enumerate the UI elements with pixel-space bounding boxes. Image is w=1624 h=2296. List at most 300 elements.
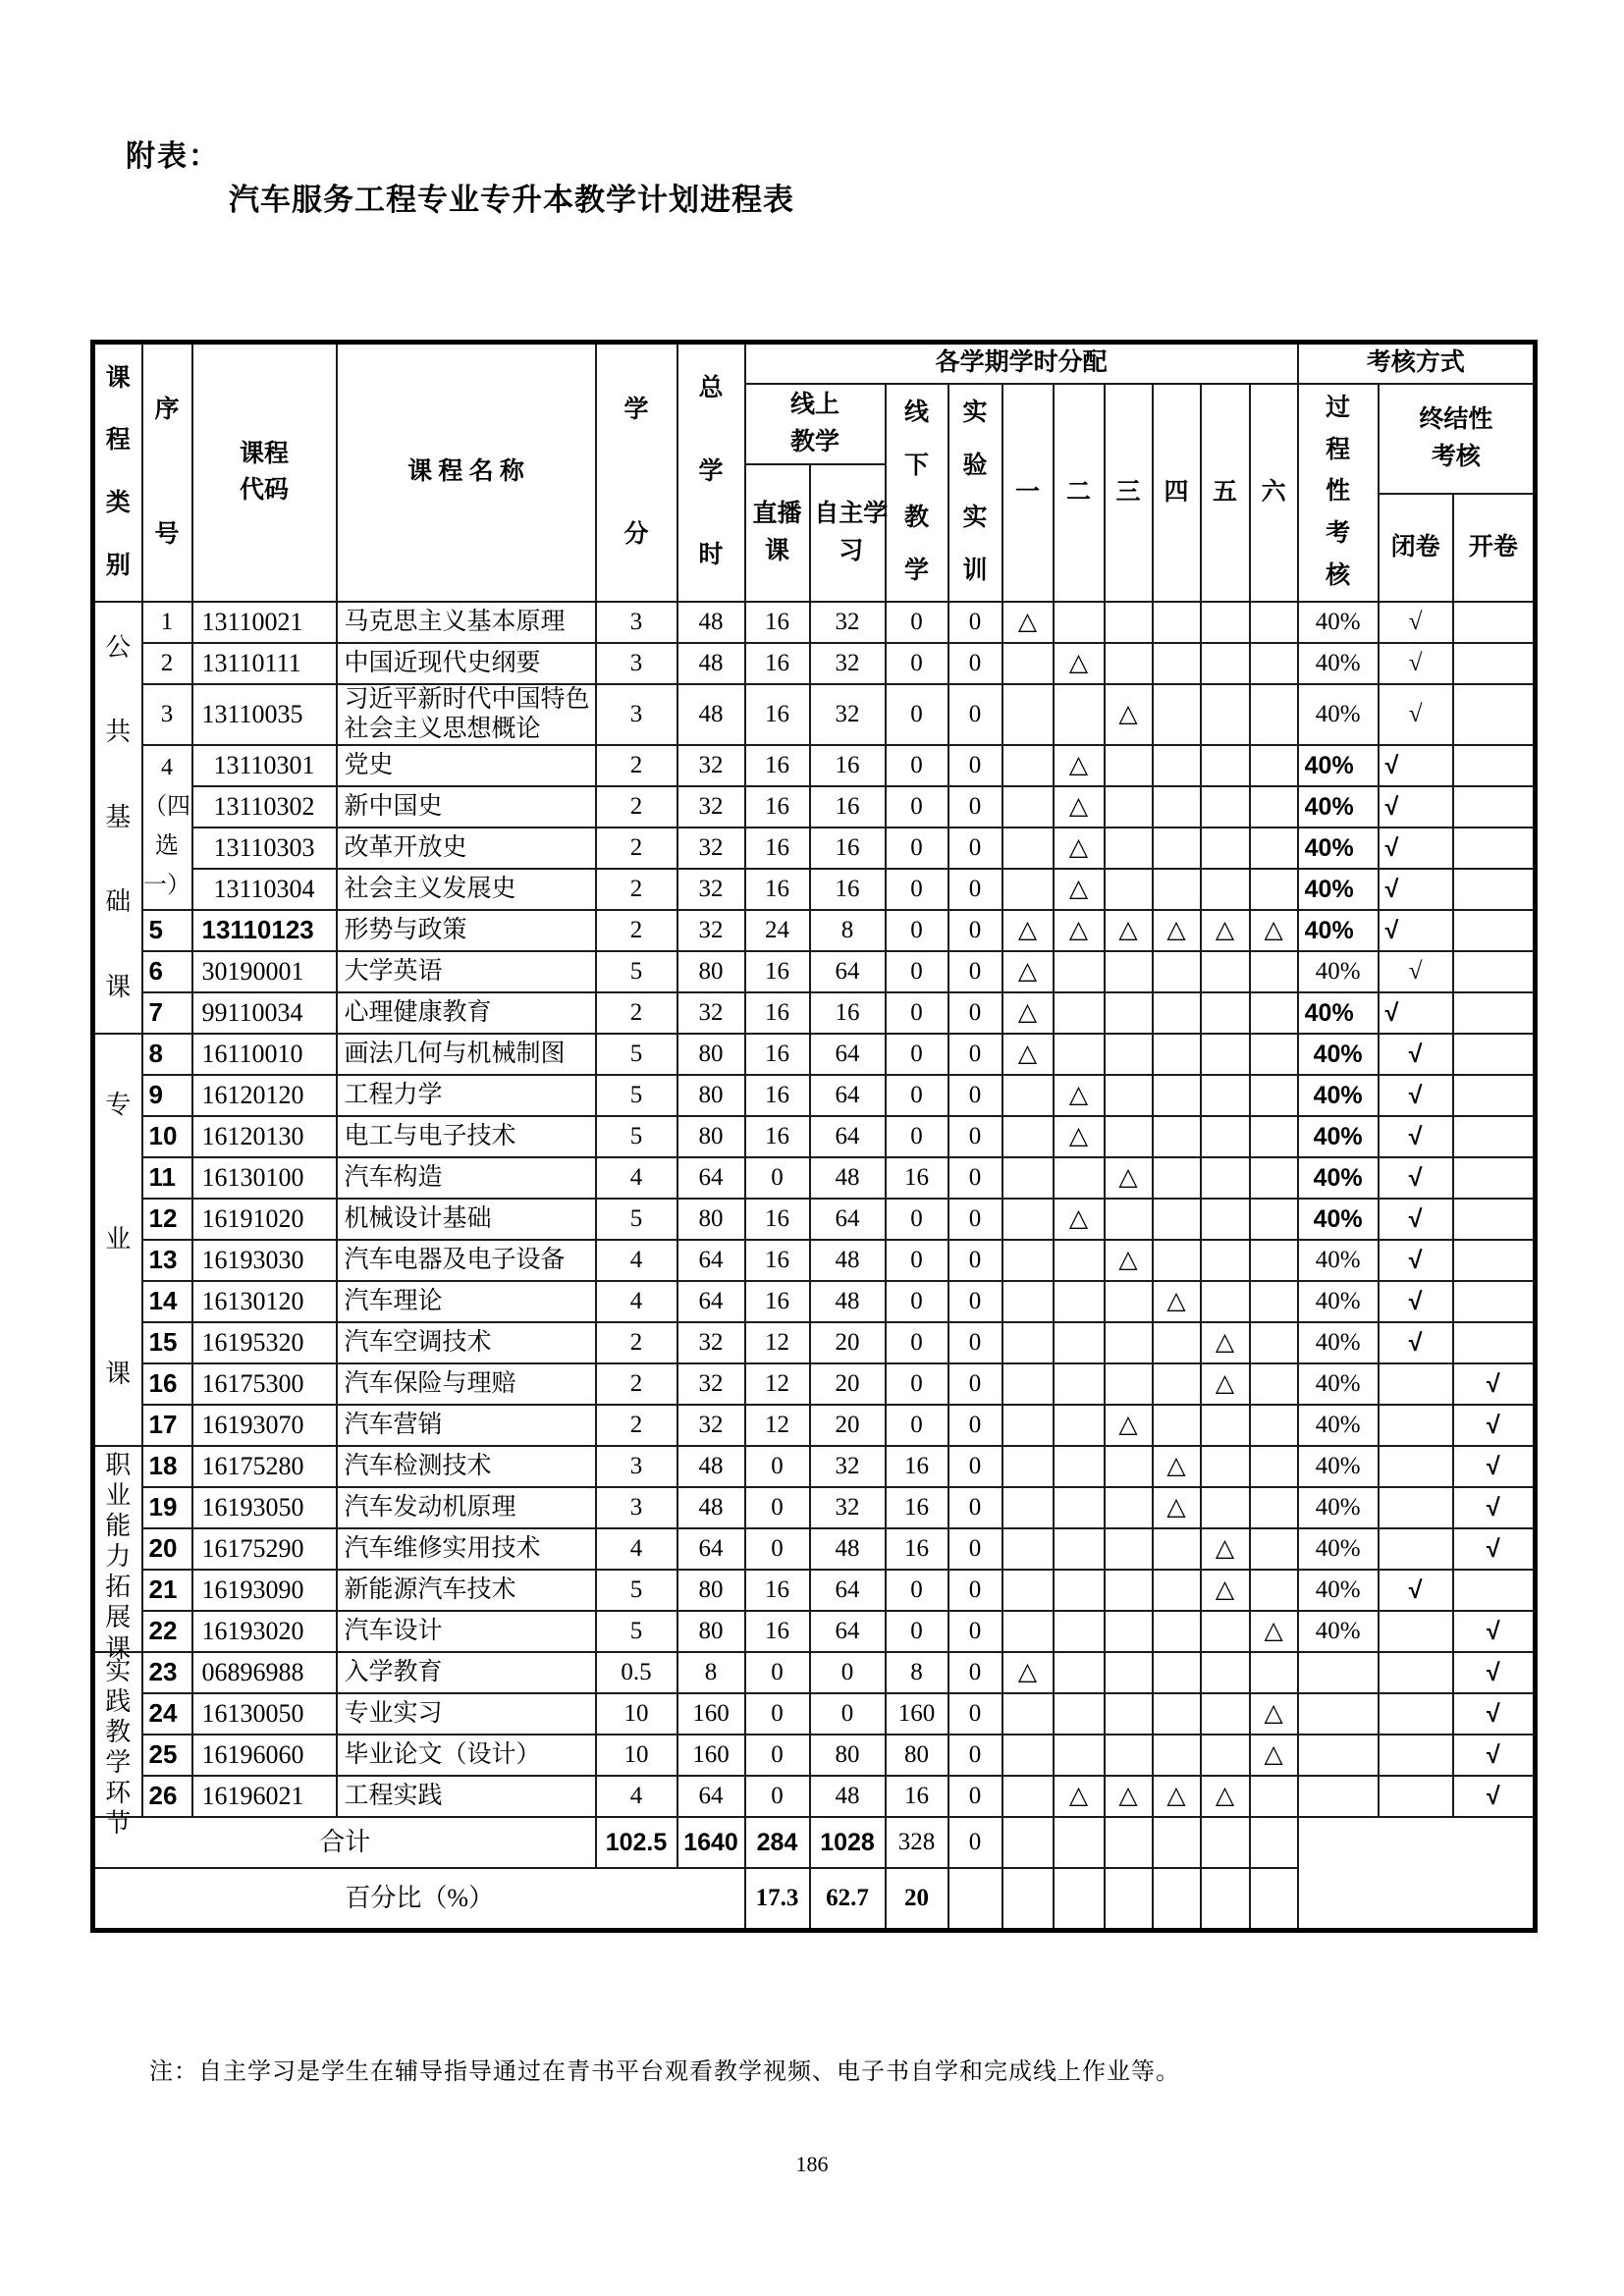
credits-cell: 10 [596,1735,677,1776]
experiment-hours-cell: 0 [948,1652,1002,1693]
semester-2-mark-cell [1054,602,1105,643]
semester-2-mark-cell: △ [1054,1116,1105,1157]
offline-hours-cell: 160 [886,1693,948,1735]
semester-2-mark-cell [1054,951,1105,992]
semester-1-mark-cell [1002,1693,1054,1735]
credits-cell: 2 [596,869,677,910]
header-online-teaching: 线上教学 [745,384,886,464]
offline-hours-cell: 16 [886,1528,948,1570]
category-cell: 公 共 基 础 课 [93,602,142,1034]
open-book-cell: √ [1453,1363,1536,1405]
course-code-cell: 16175290 [192,1528,337,1570]
course-name-cell: 习近平新时代中国特色社会主义思想概论 [337,684,596,745]
course-name-cell: 入学教育 [337,1652,596,1693]
semester-2-mark-cell: △ [1054,869,1105,910]
semester-5-mark-cell [1201,1611,1250,1652]
open-book-cell: √ [1453,1652,1536,1693]
table-row [93,1034,1536,1075]
semester-4-mark-cell [1153,684,1201,745]
semester-1-mark-cell [1002,786,1054,828]
process-assessment-cell: 40% [1298,1528,1379,1570]
semester-4-mark-cell [1153,1240,1201,1281]
total-hours-cell: 64 [677,1281,745,1322]
course-name-cell: 汽车构造 [337,1157,596,1199]
process-assessment-cell: 40% [1298,1199,1379,1240]
course-name-cell: 新中国史 [337,786,596,828]
semester-2-mark-cell [1054,1240,1105,1281]
closed-book-cell [1379,1405,1453,1446]
experiment-hours-cell: 0 [948,684,1002,745]
self-study-hours-cell: 64 [810,1611,886,1652]
seq-cell: 1 [142,602,192,643]
semester-2-mark-cell [1054,1157,1105,1199]
summary-experiment-cell: 0 [948,1817,1002,1868]
semester-4-mark-cell [1153,992,1201,1034]
closed-book-cell: √ [1379,1281,1453,1322]
category-cell: 专 业 课 [93,1034,142,1446]
open-book-cell [1453,786,1536,828]
semester-5-mark-cell [1201,828,1250,869]
open-book-cell [1453,910,1536,951]
semester-5-mark-cell [1201,1157,1250,1199]
semester-2-mark-cell [1054,1281,1105,1322]
experiment-hours-cell: 0 [948,1281,1002,1322]
semester-3-mark-cell [1105,1281,1153,1322]
total-hours-cell: 32 [677,828,745,869]
semester-2-mark-cell [1054,1528,1105,1570]
semester-4-mark-cell: △ [1153,1776,1201,1817]
semester-2-mark-cell: △ [1054,1776,1105,1817]
offline-hours-cell: 0 [886,992,948,1034]
course-code-cell: 13110303 [192,828,337,869]
total-hours-cell: 48 [677,684,745,745]
course-name-cell: 汽车电器及电子设备 [337,1240,596,1281]
semester-2-mark-cell [1054,992,1105,1034]
credits-cell: 4 [596,1776,677,1817]
total-hours-cell: 32 [677,869,745,910]
live-class-hours-cell: 16 [745,602,810,643]
closed-book-cell: √ [1379,1199,1453,1240]
live-class-hours-cell: 0 [745,1446,810,1487]
total-hours-cell: 32 [677,1363,745,1405]
semester-2-mark-cell [1054,1034,1105,1075]
process-assessment-cell [1298,1735,1379,1776]
closed-book-cell: √ [1379,643,1453,684]
total-hours-cell: 48 [677,643,745,684]
live-class-hours-cell: 16 [745,1034,810,1075]
closed-book-cell: √ [1379,1116,1453,1157]
offline-hours-cell: 0 [886,1322,948,1363]
offline-hours-cell: 8 [886,1652,948,1693]
open-book-cell [1453,1075,1536,1116]
closed-book-cell [1379,1487,1453,1528]
semester-4-mark-cell [1153,1611,1201,1652]
offline-hours-cell: 0 [886,1240,948,1281]
open-book-cell [1453,643,1536,684]
self-study-hours-cell: 20 [810,1405,886,1446]
experiment-hours-cell: 0 [948,643,1002,684]
semester-5-mark-cell: △ [1201,1776,1250,1817]
semester-1-mark-cell [1002,643,1054,684]
semester-4-mark-cell [1153,1652,1201,1693]
header-offline-teaching: 线 下 教 学 [886,384,948,602]
credits-cell: 2 [596,745,677,786]
semester-6-mark-cell [1250,1116,1298,1157]
seq-cell: 21 [142,1570,192,1611]
semester-6-mark-cell: △ [1250,1611,1298,1652]
process-assessment-cell: 40% [1298,1611,1379,1652]
open-book-cell [1453,684,1536,745]
semester-1-mark-cell: △ [1002,1034,1054,1075]
process-assessment-cell [1298,1652,1379,1693]
category-cell: 职 业 能 力 拓 展 课 [93,1446,142,1652]
credits-cell: 2 [596,786,677,828]
table-row [93,828,1536,869]
self-study-hours-cell: 16 [810,828,886,869]
credits-cell: 2 [596,992,677,1034]
closed-book-cell: √ [1379,786,1453,828]
open-book-cell: √ [1453,1611,1536,1652]
live-class-hours-cell: 0 [745,1652,810,1693]
course-code-cell: 13110123 [192,910,337,951]
course-name-cell: 汽车发动机原理 [337,1487,596,1528]
header-semester-4: 四 [1153,384,1201,602]
experiment-hours-cell: 0 [948,602,1002,643]
process-assessment-cell: 40% [1298,992,1379,1034]
live-class-hours-cell: 16 [745,951,810,992]
live-class-hours-cell: 16 [745,992,810,1034]
offline-hours-cell: 0 [886,1611,948,1652]
credits-cell: 5 [596,1570,677,1611]
credits-cell: 3 [596,1487,677,1528]
live-class-hours-cell: 16 [745,1570,810,1611]
course-code-cell: 06896988 [192,1652,337,1693]
course-code-cell: 16193050 [192,1487,337,1528]
semester-3-mark-cell [1105,1570,1153,1611]
self-study-hours-cell: 16 [810,745,886,786]
offline-hours-cell: 0 [886,1405,948,1446]
offline-hours-cell: 16 [886,1776,948,1817]
live-class-hours-cell: 16 [745,1199,810,1240]
semester-3-mark-cell [1105,1199,1153,1240]
experiment-hours-cell: 0 [948,869,1002,910]
experiment-hours-cell: 0 [948,1735,1002,1776]
self-study-hours-cell: 64 [810,1075,886,1116]
semester-3-mark-cell [1105,1034,1153,1075]
semester-4-mark-cell: △ [1153,1487,1201,1528]
seq-cell: 14 [142,1281,192,1322]
semester-5-mark-cell [1201,1240,1250,1281]
semester-3-mark-cell [1105,1652,1153,1693]
open-book-cell: √ [1453,1776,1536,1817]
open-book-cell [1453,1116,1536,1157]
table-row [93,1075,1536,1116]
course-code-cell: 16120130 [192,1116,337,1157]
semester-6-mark-cell [1250,992,1298,1034]
seq-cell: 16 [142,1363,192,1405]
experiment-hours-cell: 0 [948,910,1002,951]
semester-2-mark-cell: △ [1054,828,1105,869]
header-process-assessment: 过 程 性 考 核 [1298,384,1379,602]
semester-4-mark-cell [1153,1034,1201,1075]
header-course-code: 课程代码 [192,343,337,602]
page-title: 汽车服务工程专业专升本教学计划进程表 [229,183,794,217]
semester-3-mark-cell [1105,1116,1153,1157]
semester-5-mark-cell [1201,1693,1250,1735]
experiment-hours-cell: 0 [948,1240,1002,1281]
header-semester-2: 二 [1054,384,1105,602]
semester-2-mark-cell: △ [1054,786,1105,828]
experiment-hours-cell: 0 [948,1199,1002,1240]
closed-book-cell: √ [1379,951,1453,992]
semester-5-mark-cell [1201,1446,1250,1487]
credits-cell: 5 [596,1116,677,1157]
credits-cell: 3 [596,643,677,684]
semester-2-mark-cell [1054,1611,1105,1652]
total-hours-cell: 160 [677,1735,745,1776]
course-name-cell: 新能源汽车技术 [337,1570,596,1611]
course-code-cell: 16175300 [192,1363,337,1405]
closed-book-cell [1379,1611,1453,1652]
experiment-hours-cell: 0 [948,1446,1002,1487]
credits-cell: 4 [596,1240,677,1281]
experiment-hours-cell: 0 [948,1075,1002,1116]
live-class-hours-cell: 12 [745,1405,810,1446]
open-book-cell: √ [1453,1735,1536,1776]
semester-6-mark-cell [1250,1446,1298,1487]
semester-3-mark-cell [1105,1528,1153,1570]
total-hours-cell: 160 [677,1693,745,1735]
seq-cell: 7 [142,992,192,1034]
total-hours-cell: 80 [677,1199,745,1240]
table-row [93,869,1536,910]
semester-1-mark-cell [1002,1116,1054,1157]
table-row [93,1322,1536,1363]
course-code-cell: 16196021 [192,1776,337,1817]
semester-5-mark-cell [1201,1116,1250,1157]
closed-book-cell: √ [1379,684,1453,745]
total-hours-cell: 80 [677,1116,745,1157]
semester-3-mark-cell [1105,786,1153,828]
self-study-hours-cell: 48 [810,1776,886,1817]
semester-1-mark-cell [1002,1363,1054,1405]
summary-semester-3-cell [1105,1817,1153,1868]
semester-4-mark-cell [1153,828,1201,869]
semester-4-mark-cell [1153,1322,1201,1363]
table-row [93,745,1536,786]
summary-semester-6-cell [1250,1817,1298,1868]
process-assessment-cell: 40% [1298,786,1379,828]
live-class-hours-cell: 16 [745,1281,810,1322]
semester-6-mark-cell [1250,1075,1298,1116]
closed-book-cell [1379,1693,1453,1735]
live-class-hours-cell: 16 [745,1611,810,1652]
semester-1-mark-cell: △ [1002,992,1054,1034]
course-code-cell: 16196060 [192,1735,337,1776]
open-book-cell [1453,1157,1536,1199]
semester-6-mark-cell [1250,1240,1298,1281]
semester-3-mark-cell [1105,992,1153,1034]
course-name-cell: 工程实践 [337,1776,596,1817]
semester-5-mark-cell [1201,1199,1250,1240]
course-name-cell: 汽车空调技术 [337,1322,596,1363]
header-closed-book: 闭卷 [1379,494,1453,602]
semester-5-mark-cell [1201,951,1250,992]
total-hours-cell: 80 [677,1611,745,1652]
self-study-hours-cell: 64 [810,1570,886,1611]
course-name-cell: 工程力学 [337,1075,596,1116]
semester-3-mark-cell: △ [1105,910,1153,951]
semester-5-mark-cell [1201,1735,1250,1776]
semester-5-mark-cell [1201,643,1250,684]
self-study-hours-cell: 32 [810,684,886,745]
closed-book-cell [1379,1363,1453,1405]
credits-cell: 3 [596,684,677,745]
total-hours-cell: 48 [677,1446,745,1487]
semester-1-mark-cell [1002,1570,1054,1611]
self-study-hours-cell: 32 [810,602,886,643]
semester-5-mark-cell [1201,1075,1250,1116]
seq-cell: 2 [142,643,192,684]
total-hours-cell: 32 [677,910,745,951]
semester-6-mark-cell [1250,1034,1298,1075]
summary-row [93,1817,1536,1868]
seq-cell: 10 [142,1116,192,1157]
semester-5-mark-cell: △ [1201,1363,1250,1405]
semester-1-mark-cell: △ [1002,602,1054,643]
credits-cell: 5 [596,1199,677,1240]
course-code-cell: 16193020 [192,1611,337,1652]
course-name-cell: 专业实习 [337,1693,596,1735]
course-code-cell: 16191020 [192,1199,337,1240]
semester-3-mark-cell [1105,1446,1153,1487]
course-code-cell: 30190001 [192,951,337,992]
semester-1-mark-cell: △ [1002,910,1054,951]
category-cell: 实 践 教 学 环 节 [93,1652,142,1817]
semester-4-mark-cell [1153,1735,1201,1776]
course-code-cell: 16130120 [192,1281,337,1322]
live-class-hours-cell: 16 [745,1116,810,1157]
open-book-cell: √ [1453,1405,1536,1446]
process-assessment-cell: 40% [1298,1116,1379,1157]
offline-hours-cell: 0 [886,1034,948,1075]
total-hours-cell: 64 [677,1157,745,1199]
closed-book-cell: √ [1379,1034,1453,1075]
semester-3-mark-cell: △ [1105,1405,1153,1446]
credits-cell: 2 [596,1322,677,1363]
total-hours-cell: 80 [677,1034,745,1075]
closed-book-cell [1379,1776,1453,1817]
semester-6-mark-cell [1250,643,1298,684]
self-study-hours-cell: 48 [810,1240,886,1281]
semester-6-mark-cell [1250,828,1298,869]
open-book-cell [1453,951,1536,992]
semester-1-mark-cell [1002,828,1054,869]
header-total-hours: 总 学 时 [677,343,745,602]
semester-5-mark-cell [1201,1487,1250,1528]
total-hours-cell: 48 [677,1487,745,1528]
table-row [93,1487,1536,1528]
open-book-cell [1453,1034,1536,1075]
total-hours-cell: 32 [677,992,745,1034]
header-semester-1: 一 [1002,384,1054,602]
header-course-name: 课 程 名 称 [337,343,596,602]
total-hours-cell: 80 [677,1570,745,1611]
percentage-semester-2-cell [1054,1868,1105,1931]
credits-cell: 2 [596,910,677,951]
semester-6-mark-cell [1250,745,1298,786]
total-hours-cell: 80 [677,951,745,992]
course-name-cell: 汽车检测技术 [337,1446,596,1487]
seq-cell: 25 [142,1735,192,1776]
live-class-hours-cell: 0 [745,1487,810,1528]
semester-4-mark-cell [1153,1693,1201,1735]
header-course-category: 课 程 类 别 [93,343,142,602]
credits-cell: 5 [596,1075,677,1116]
table-row [93,992,1536,1034]
semester-3-mark-cell [1105,869,1153,910]
semester-3-mark-cell [1105,1363,1153,1405]
semester-4-mark-cell [1153,602,1201,643]
footnote: 注：自主学习是学生在辅导指导通过在青书平台观看教学视频、电子书自学和完成线上作业等。 [149,2059,1180,2085]
offline-hours-cell: 16 [886,1446,948,1487]
semester-6-mark-cell [1250,602,1298,643]
semester-3-mark-cell [1105,1487,1153,1528]
self-study-hours-cell: 32 [810,1487,886,1528]
experiment-hours-cell: 0 [948,1116,1002,1157]
semester-1-mark-cell [1002,1528,1054,1570]
semester-6-mark-cell [1250,1487,1298,1528]
course-name-cell: 马克思主义基本原理 [337,602,596,643]
self-study-hours-cell: 20 [810,1322,886,1363]
semester-5-mark-cell: △ [1201,910,1250,951]
seq-cell: 4 （四 选 一） [142,745,192,910]
seq-cell: 8 [142,1034,192,1075]
process-assessment-cell [1298,1776,1379,1817]
seq-cell: 9 [142,1075,192,1116]
process-assessment-cell: 40% [1298,1487,1379,1528]
closed-book-cell: √ [1379,992,1453,1034]
table-row [93,951,1536,992]
offline-hours-cell: 80 [886,1735,948,1776]
seq-cell: 12 [142,1199,192,1240]
table-row [93,1157,1536,1199]
semester-3-mark-cell [1105,1693,1153,1735]
header-seq: 序 号 [142,343,192,602]
semester-1-mark-cell: △ [1002,1652,1054,1693]
process-assessment-cell: 40% [1298,1322,1379,1363]
percentage-semester-6-cell [1250,1868,1298,1931]
experiment-hours-cell: 0 [948,745,1002,786]
total-hours-cell: 48 [677,602,745,643]
semester-5-mark-cell [1201,684,1250,745]
offline-hours-cell: 0 [886,828,948,869]
live-class-hours-cell: 16 [745,745,810,786]
experiment-hours-cell: 0 [948,1487,1002,1528]
course-code-cell: 13110035 [192,684,337,745]
table-row [93,1652,1536,1693]
header-semester-6: 六 [1250,384,1298,602]
table-row [93,1528,1536,1570]
semester-4-mark-cell [1153,869,1201,910]
process-assessment-cell: 40% [1298,1240,1379,1281]
course-code-cell: 16193070 [192,1405,337,1446]
percentage-semester-1-cell [1002,1868,1054,1931]
closed-book-cell: √ [1379,1240,1453,1281]
semester-1-mark-cell [1002,745,1054,786]
table-header [93,343,1536,602]
course-name-cell: 汽车保险与理赔 [337,1363,596,1405]
